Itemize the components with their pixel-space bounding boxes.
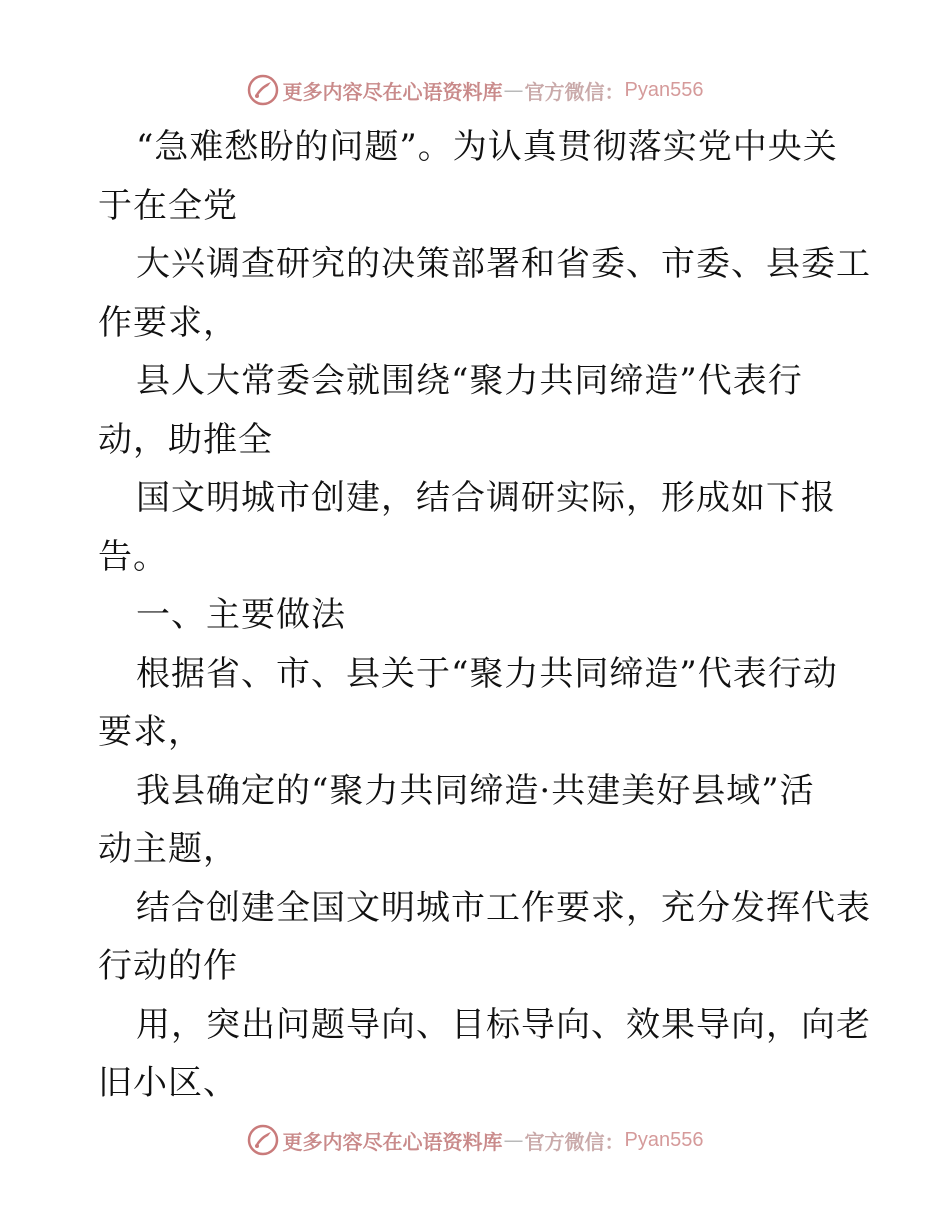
body-line: 结合创建全国文明城市工作要求，充分发挥代表 [136,887,871,928]
section-heading: 一、主要做法 [136,595,346,635]
banner-wechat-id: Pyan556 [624,78,704,101]
body-line: 根据省、市、县关于“聚力共同缔造”代表行动 [136,653,838,694]
document-body [98,118,871,1113]
body-line: 要求， [98,712,203,752]
body-line: 用，突出问题导向、目标导向、效果导向，向老 [136,1004,871,1045]
banner-brand-text: 更多内容尽在心语资料库 [282,1129,503,1154]
header-banner [0,70,950,110]
body-line: 大兴调查研究的决策部署和省委、市委、县委工 [136,244,871,284]
body-line: 作要求， [98,302,238,343]
body-line: 动，助推全 [98,419,273,460]
banner-brand-text: 更多内容尽在心语资料库 [282,79,503,104]
banner-wechat-id: Pyan556 [624,1128,704,1151]
brush-pen-logo-icon [247,74,279,106]
body-line: 国文明城市创建，结合调研实际，形成如下报 [136,478,836,518]
banner-separator: — [503,1128,524,1152]
body-line: “急难愁盼的问题”。为认真贯彻落实党中央关 [136,127,838,167]
body-line: 行动的作 [98,946,238,986]
body-line: 告。 [98,536,168,577]
body-line: 动主题， [98,829,238,869]
banner-wechat-label: 官方微信： [524,79,625,104]
brush-pen-logo-icon [247,1124,279,1156]
body-line: 旧小区、 [98,1063,238,1103]
body-line: 我县确定的“聚力共同缔造·共建美好县域”活 [136,770,815,811]
footer-banner [0,1120,950,1160]
banner-wechat-label: 官方微信： [524,1129,625,1154]
body-line: 县人大常委会就围绕“聚力共同缔造”代表行 [136,361,803,401]
banner-separator: — [503,78,524,102]
body-line: 于在全党 [98,185,238,226]
